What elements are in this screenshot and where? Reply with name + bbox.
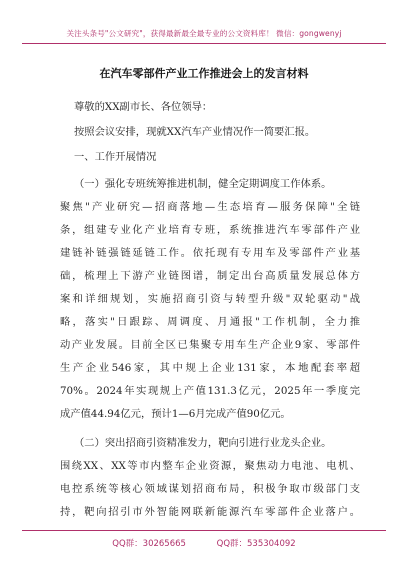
paragraph-line: 建链补链强链延链工作。依托现有专用车及零部件产业基 [60,247,360,259]
footer-divider [22,530,386,531]
paragraph-line: 70%。2024年实现规上产值131.3亿元，2025年一季度完 [60,385,360,397]
paragraph-line: 略，落实"日跟踪、周调度、月通报"工作机制，全力推 [60,316,360,328]
header-divider [22,43,386,44]
document-title: 在汽车零部件产业工作推进会上的发言材料 [99,67,309,80]
qq-group-2: QQ群：535304092 [216,539,296,549]
opening-paragraph: 按照会议安排，现就XX汽车产业情况作一简要汇报。 [74,126,316,138]
paragraph-line: （一）强化专班统筹推进机制，健全定期调度工作体系。 [74,178,332,190]
paragraph-line: 持，靶向招引市外智能网联新能源汽车零部件企业落户。 [60,506,360,518]
paragraph-line: 案和详细规划，实施招商引资与转型升级"双轮驱动"战 [60,293,360,305]
paragraph-line: 动产业发展。目前全区已集聚专用车生产企业9家、零部件 [60,339,360,351]
paragraph-line: 生产企业546家，其中规上企业131家，本地配套率超 [60,362,360,374]
paragraph-line: （二）突出招商引资精准发力，靶向引进行业龙头企业。 [74,437,332,449]
paragraph-line: 条，组建专业化产业培育专班，系统推进汽车零部件产业 [60,224,360,236]
salutation: 尊敬的XX副市长、各位领导： [74,101,213,113]
paragraph-line: 电控系统等核心领域谋划招商布局，积极争取市级部门支 [60,483,360,495]
paragraph-line: 础，梳理上下游产业链图谱，制定出台高质量发展总体方 [60,270,360,282]
footer-banner [0,537,408,549]
qq-group-1: QQ群：30265665 [112,539,186,549]
section-heading: 一、工作开展情况 [74,151,157,163]
paragraph-line: 聚焦"产业研究—招商落地—生态培育—服务保障"全链 [60,201,360,213]
header-banner: 关注头条号"公文研究"，获得最新最全最专业的公文资料库！ 微信：gongwenyj [66,29,342,38]
paragraph-line: 围绕XX、XX等市内整车企业资源，聚焦动力电池、电机、 [60,460,360,472]
paragraph-line: 成产值44.94亿元，预计1—6月完成产值90亿元。 [60,408,291,420]
